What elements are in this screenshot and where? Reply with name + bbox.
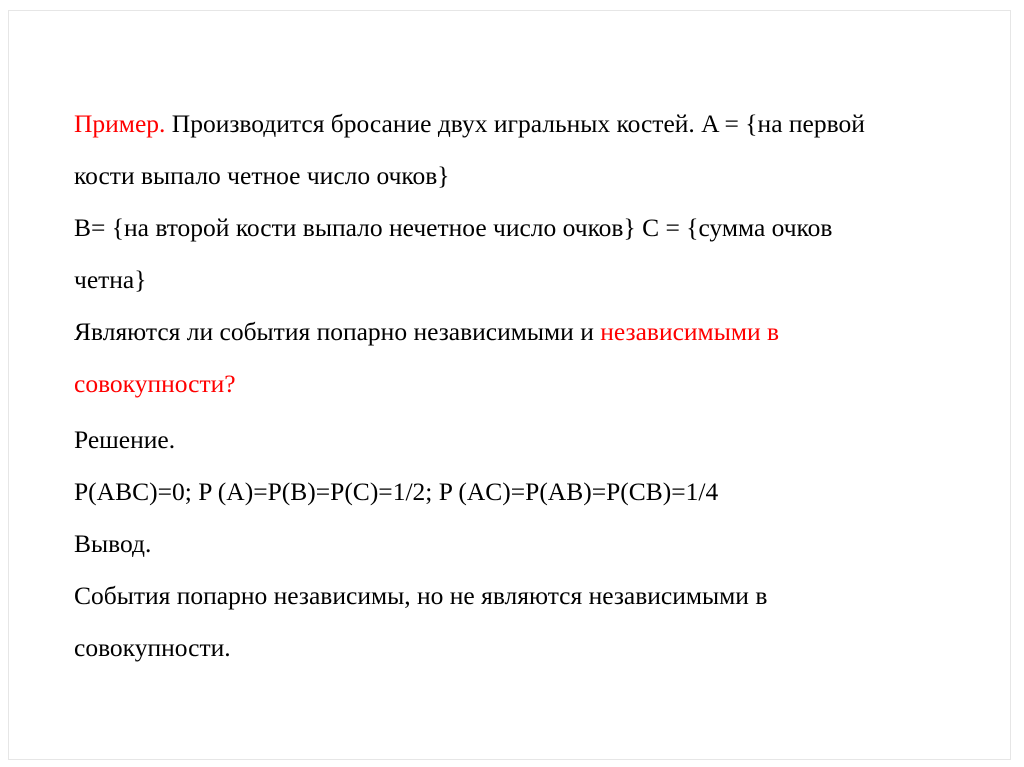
question <box>74 306 894 410</box>
solution-formula: P(ABC)=0; P (A)=P(B)=P(C)=1/2; P (AC)=P(AB)=P(CB)=1/4 <box>74 477 719 506</box>
conclusion-text: События попарно независимы, но не являются независимыми в совокупности. <box>74 581 768 662</box>
problem-statement <box>74 98 894 306</box>
problem-text: Производится бросание двух игральных костей. A = {на первой кости выпало четное число очков} <box>74 109 865 190</box>
slide-content <box>74 98 894 674</box>
event-b-and-c-definition: B= {на второй кости выпало нечетное число очков} C = {сумма очков четна} <box>74 213 833 294</box>
solution-heading: Решение. <box>74 425 176 454</box>
example-label: Пример. <box>74 109 166 138</box>
question-highlight: независимыми в совокупности? <box>74 317 780 398</box>
conclusion-heading: Вывод. <box>74 529 152 558</box>
question-text: Являются ли события попарно независимыми и <box>74 317 601 346</box>
